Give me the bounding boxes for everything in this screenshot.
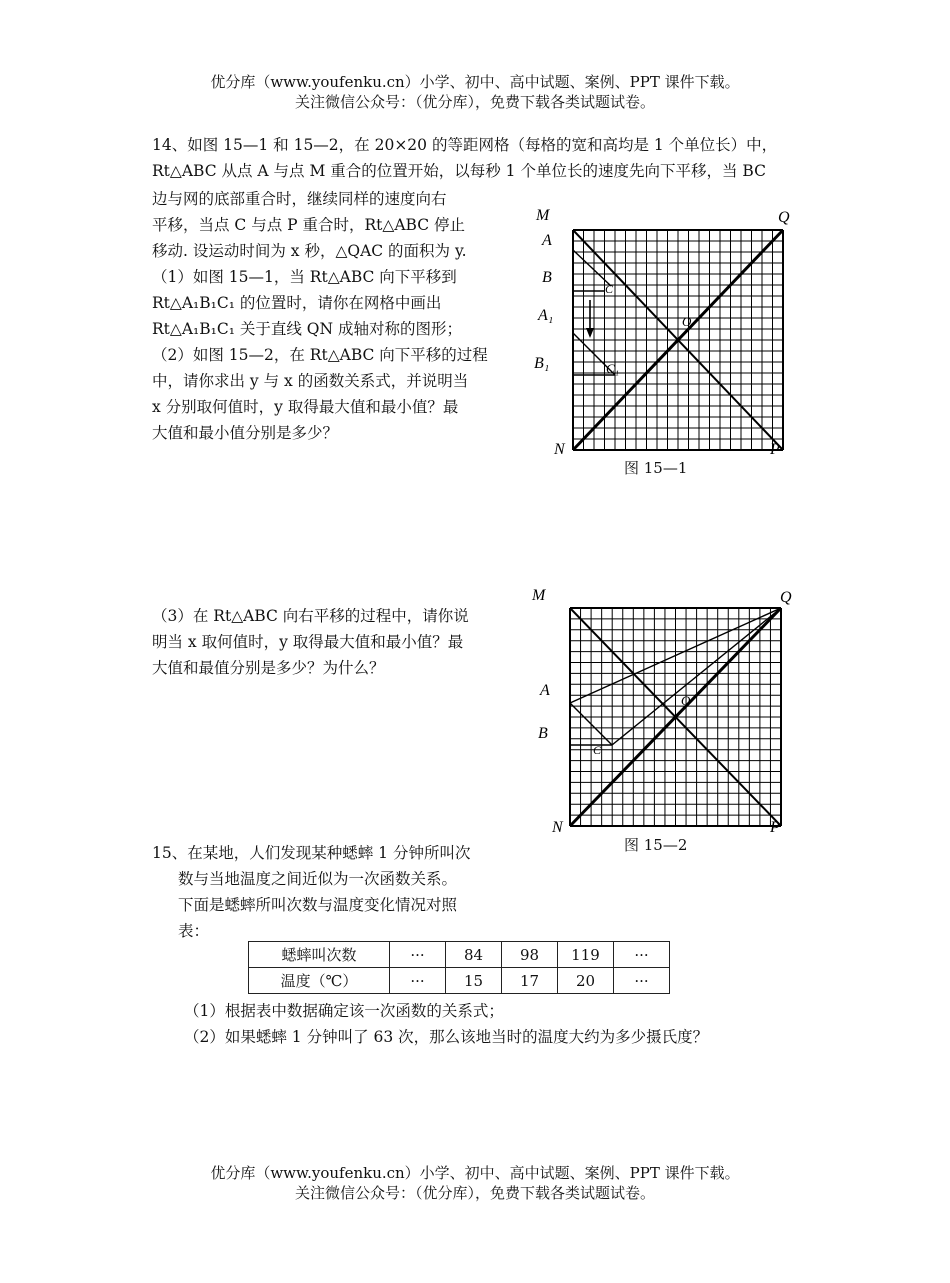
q14-line-8: Rt△A₁B₁C₁ 关于直线 QN 成轴对称的图形； — [152, 320, 462, 338]
header-line-2: 关注微信公众号：（优分库），免费下载各类试题试卷。 — [294, 93, 655, 111]
label-A-2: A — [540, 682, 550, 699]
figure-15-1 — [520, 200, 800, 480]
q15-sub-2: （2）如果蟋蟀 1 分钟叫了 63 次，那么该地当时的温度大约为多少摄氏度？ — [184, 1028, 709, 1046]
q14-line-6: （1）如图 15—1，当 Rt△ABC 向下平移到 — [152, 268, 457, 286]
figure-15-1-caption: 图 15—1 — [624, 459, 688, 477]
table-cell: 119 — [558, 942, 614, 968]
label-A: A — [542, 232, 552, 249]
table-cell: 84 — [446, 942, 502, 968]
label-C-2: C — [593, 743, 602, 757]
label-O-2: O — [681, 693, 691, 708]
table-cell: 20 — [558, 968, 614, 994]
footer-line-2: 关注微信公众号：（优分库），免费下载各类试题试卷。 — [294, 1184, 655, 1202]
label-P: P — [770, 441, 780, 458]
table-row — [249, 942, 670, 968]
label-M-2: M — [532, 587, 546, 604]
q14-part3-line-2: 明当 x 取何值时，y 取得最大值和最小值？最 — [152, 633, 464, 651]
label-P-2: P — [770, 819, 780, 836]
header-line-1: 优分库（www.youfenku.cn）小学、初中、高中试题、案例、PPT 课件下载。 — [210, 73, 740, 91]
table-cell: 17 — [502, 968, 558, 994]
table-cell: ··· — [390, 942, 446, 968]
q14-part3-line-1: （3）在 Rt△ABC 向右平移的过程中，请你说 — [152, 607, 469, 625]
q14-line-4: 平移，当点 C 与点 P 重合时，Rt△ABC 停止 — [152, 216, 465, 234]
q14-line-3: 边与网的底部重合时，继续同样的速度向右 — [152, 190, 447, 208]
q15-line-2: 数与当地温度之间近似为一次函数关系。 — [178, 870, 458, 888]
q15-sub-1: （1）根据表中数据确定该一次函数的关系式； — [184, 1002, 504, 1020]
table-cell: 15 — [446, 968, 502, 994]
q14-line-5: 移动. 设运动时间为 x 秒，△QAC 的面积为 y. — [152, 242, 467, 260]
table-cell: 温度（℃） — [249, 968, 390, 994]
q14-line-7: Rt△A₁B₁C₁ 的位置时，请你在网格中画出 — [152, 294, 442, 312]
q14-line-12: 大值和最小值分别是多少？ — [152, 424, 339, 442]
label-B: B — [542, 269, 552, 286]
figure-15-2 — [520, 580, 800, 860]
table-cell: 蟋蟀叫次数 — [249, 942, 390, 968]
q14-line-10: 中，请你求出 y 与 x 的函数关系式，并说明当 — [152, 372, 469, 390]
label-C1: C₁ — [606, 361, 620, 376]
q15-line-1: 15、在某地，人们发现某种蟋蟀 1 分钟所叫次 — [152, 844, 471, 862]
q14-line-1: 14、如图 15—1 和 15—2，在 20×20 的等距网格（每格的宽和高均是 1 个单位长）中， — [152, 136, 778, 154]
label-N: N — [554, 441, 565, 458]
label-N-2: N — [552, 819, 563, 836]
label-B-2: B — [538, 725, 548, 742]
table-cell: 98 — [502, 942, 558, 968]
table-row — [249, 968, 670, 994]
table-cell: ··· — [390, 968, 446, 994]
label-M: M — [536, 207, 550, 224]
label-A1: A₁ — [538, 307, 554, 324]
label-O: O — [682, 314, 692, 329]
q14-part3-line-3: 大值和最值分别是多少？为什么？ — [152, 659, 385, 677]
label-Q: Q — [778, 209, 790, 226]
label-Q-2: Q — [780, 589, 792, 606]
label-B1: B₁ — [534, 355, 550, 372]
footer-line-1: 优分库（www.youfenku.cn）小学、初中、高中试题、案例、PPT 课件下载。 — [210, 1164, 740, 1182]
figure-15-2-caption: 图 15—2 — [624, 836, 688, 854]
label-C: C — [605, 282, 614, 296]
q14-line-9: （2）如图 15—2，在 Rt△ABC 向下平移的过程 — [152, 346, 488, 364]
table-cell: ··· — [614, 968, 670, 994]
q14-line-11: x 分别取何值时，y 取得最大值和最小值？最 — [152, 398, 459, 416]
q14-line-2: Rt△ABC 从点 A 与点 M 重合的位置开始，以每秒 1 个单位长的速度先向下平移，当 BC — [152, 162, 766, 180]
table-cell: ··· — [614, 942, 670, 968]
q15-line-3: 下面是蟋蟀所叫次数与温度变化情况对照 — [178, 896, 458, 914]
cricket-table — [248, 941, 670, 994]
q15-line-4: 表： — [178, 922, 210, 940]
